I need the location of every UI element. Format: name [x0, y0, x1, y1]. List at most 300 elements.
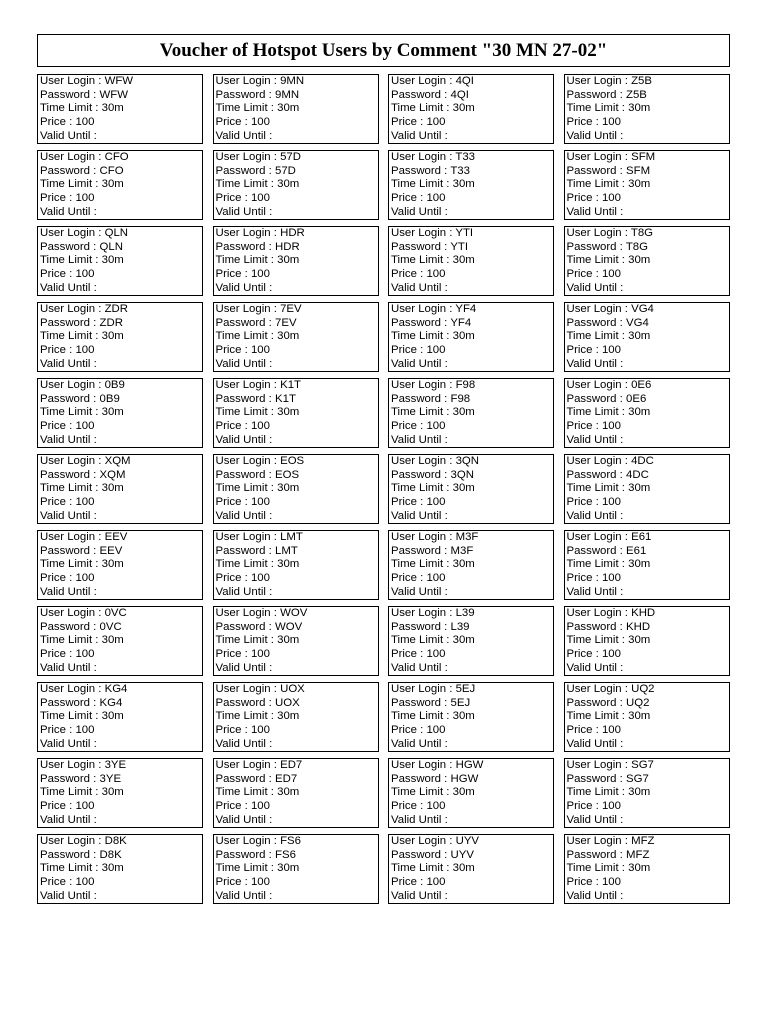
voucher-time-limit	[391, 862, 551, 876]
voucher-password-value: LMT	[275, 544, 298, 557]
voucher-card	[37, 682, 203, 752]
voucher-time-limit-label: Time Limit :	[391, 406, 453, 419]
voucher-password-label: Password :	[566, 772, 627, 785]
voucher-user-login-value: 0B9	[104, 379, 125, 391]
voucher-valid-until-label: Valid Until :	[215, 205, 273, 218]
voucher-time-limit-label: Time Limit :	[391, 482, 453, 495]
voucher-valid-until	[391, 130, 551, 144]
voucher-user-login	[391, 75, 551, 89]
voucher-time-limit-label: Time Limit :	[391, 330, 453, 343]
voucher-price-label: Price :	[566, 268, 602, 281]
voucher-user-login	[40, 759, 200, 773]
voucher-time-limit-label: Time Limit :	[40, 178, 102, 191]
voucher-price	[567, 876, 727, 890]
voucher-user-login	[567, 835, 727, 849]
voucher-time-limit	[40, 178, 200, 192]
voucher-password-label: Password :	[391, 544, 451, 557]
voucher-time-limit	[567, 634, 727, 648]
voucher-password	[40, 697, 200, 711]
voucher-price-value: 100	[426, 192, 446, 205]
voucher-password-value: E61	[626, 544, 647, 557]
voucher-valid-until-label: Valid Until :	[40, 129, 97, 142]
voucher-time-limit-value: 30m	[628, 102, 651, 115]
voucher-user-login-value: EEV	[104, 531, 128, 543]
voucher-price-value: 100	[250, 116, 270, 129]
voucher-user-login	[40, 683, 200, 697]
voucher-price	[391, 724, 551, 738]
voucher-password-label: Password :	[566, 240, 626, 253]
voucher-time-limit-label: Time Limit :	[40, 102, 102, 115]
voucher-user-login	[40, 379, 200, 393]
voucher-valid-until	[391, 890, 551, 904]
voucher-card	[388, 834, 554, 904]
voucher-card	[213, 226, 379, 296]
voucher-card	[37, 226, 203, 296]
voucher-valid-until-label: Valid Until :	[391, 585, 448, 598]
voucher-user-login-label: User Login :	[391, 75, 456, 87]
voucher-valid-until	[216, 510, 376, 524]
voucher-price-label: Price :	[566, 572, 602, 585]
voucher-user-login-label: User Login :	[40, 379, 105, 391]
voucher-user-login-label: User Login :	[40, 531, 105, 543]
voucher-time-limit-label: Time Limit :	[566, 558, 629, 571]
voucher-price-label: Price :	[215, 344, 251, 357]
voucher-password-value: ED7	[275, 772, 298, 785]
voucher-time-limit	[391, 102, 551, 116]
voucher-price	[391, 116, 551, 130]
voucher-time-limit-value: 30m	[101, 254, 124, 267]
voucher-price-label: Price :	[40, 876, 76, 889]
voucher-time-limit	[40, 862, 200, 876]
voucher-time-limit-value: 30m	[452, 558, 475, 571]
voucher-valid-until-label: Valid Until :	[566, 737, 624, 750]
voucher-user-login	[391, 303, 551, 317]
voucher-price-label: Price :	[391, 268, 427, 281]
voucher-time-limit-label: Time Limit :	[40, 634, 102, 647]
voucher-card	[37, 454, 203, 524]
voucher-time-limit-label: Time Limit :	[40, 482, 102, 495]
voucher-card	[564, 758, 730, 828]
voucher-valid-until-label: Valid Until :	[566, 281, 624, 294]
voucher-password-value: HDR	[275, 240, 300, 253]
voucher-password-label: Password :	[215, 772, 276, 785]
voucher-user-login	[567, 607, 727, 621]
voucher-valid-until-label: Valid Until :	[40, 813, 97, 826]
voucher-valid-until	[391, 738, 551, 752]
voucher-time-limit	[391, 406, 551, 420]
voucher-user-login-label: User Login :	[391, 531, 456, 543]
voucher-user-login-value: F98	[455, 379, 476, 391]
voucher-card	[213, 454, 379, 524]
voucher-password-value: UOX	[275, 696, 300, 709]
voucher-time-limit-label: Time Limit :	[391, 634, 453, 647]
voucher-user-login-value: M3F	[455, 531, 479, 543]
voucher-card	[213, 378, 379, 448]
voucher-password-value: CFO	[99, 164, 124, 177]
voucher-user-login	[216, 683, 376, 697]
voucher-time-limit-value: 30m	[628, 862, 651, 875]
voucher-card	[37, 606, 203, 676]
voucher-valid-until	[40, 662, 200, 676]
voucher-password	[567, 165, 727, 179]
voucher-valid-until-label: Valid Until :	[566, 585, 624, 598]
voucher-password-label: Password :	[215, 240, 276, 253]
voucher-price-value: 100	[75, 648, 95, 661]
voucher-price-label: Price :	[391, 420, 427, 433]
voucher-user-login	[216, 303, 376, 317]
voucher-card	[564, 530, 730, 600]
voucher-time-limit-value: 30m	[452, 254, 475, 267]
voucher-price	[216, 496, 376, 510]
voucher-card	[213, 834, 379, 904]
voucher-user-login	[391, 151, 551, 165]
voucher-time-limit	[216, 558, 376, 572]
voucher-user-login-label: User Login :	[391, 607, 456, 619]
voucher-price-label: Price :	[40, 420, 76, 433]
voucher-password-label: Password :	[215, 468, 276, 481]
voucher-time-limit-value: 30m	[452, 178, 475, 191]
voucher-time-limit-label: Time Limit :	[391, 710, 453, 723]
voucher-user-login	[40, 303, 200, 317]
voucher-user-login	[391, 379, 551, 393]
voucher-time-limit-value: 30m	[101, 558, 124, 571]
voucher-time-limit-label: Time Limit :	[215, 558, 278, 571]
voucher-time-limit-value: 30m	[101, 482, 124, 495]
voucher-user-login-label: User Login :	[391, 835, 456, 847]
voucher-price-value: 100	[426, 572, 446, 585]
voucher-user-login	[567, 455, 727, 469]
voucher-user-login-value: CFO	[104, 151, 129, 163]
voucher-time-limit-label: Time Limit :	[215, 330, 278, 343]
voucher-user-login-value: 57D	[280, 151, 301, 163]
page-title-box	[37, 34, 730, 67]
voucher-password	[391, 469, 551, 483]
voucher-time-limit	[216, 178, 376, 192]
voucher-price-value: 100	[75, 876, 95, 889]
voucher-user-login-label: User Login :	[566, 227, 631, 239]
voucher-price-label: Price :	[391, 876, 427, 889]
voucher-valid-until	[567, 434, 727, 448]
voucher-user-login	[216, 455, 376, 469]
voucher-valid-until-label: Valid Until :	[40, 661, 97, 674]
voucher-valid-until	[40, 890, 200, 904]
voucher-price	[391, 344, 551, 358]
voucher-user-login-value: L39	[455, 607, 475, 619]
voucher-valid-until-label: Valid Until :	[40, 509, 97, 522]
voucher-price	[567, 724, 727, 738]
voucher-card	[564, 834, 730, 904]
voucher-time-limit-value: 30m	[277, 178, 300, 191]
voucher-password	[391, 89, 551, 103]
voucher-password-label: Password :	[40, 468, 100, 481]
voucher-time-limit	[216, 786, 376, 800]
voucher-price-value: 100	[601, 116, 621, 129]
voucher-valid-until-label: Valid Until :	[566, 129, 624, 142]
voucher-price-value: 100	[250, 344, 270, 357]
voucher-user-login-label: User Login :	[566, 607, 632, 619]
voucher-time-limit	[216, 634, 376, 648]
voucher-user-login-value: KHD	[631, 607, 656, 619]
voucher-time-limit-value: 30m	[452, 710, 475, 723]
voucher-valid-until-label: Valid Until :	[40, 889, 97, 902]
voucher-password-label: Password :	[391, 772, 451, 785]
voucher-password	[216, 849, 376, 863]
voucher-password-value: Z5B	[626, 88, 647, 101]
voucher-user-login-value: 0E6	[631, 379, 652, 391]
voucher-price-label: Price :	[566, 192, 602, 205]
voucher-password-value: UQ2	[626, 696, 650, 709]
voucher-price-value: 100	[601, 420, 621, 433]
voucher-valid-until-label: Valid Until :	[391, 281, 448, 294]
voucher-valid-until	[40, 510, 200, 524]
voucher-price	[567, 268, 727, 282]
voucher-time-limit-label: Time Limit :	[566, 710, 629, 723]
voucher-password	[567, 89, 727, 103]
voucher-user-login-value: KG4	[104, 683, 128, 695]
voucher-price-value: 100	[75, 116, 95, 129]
voucher-time-limit-label: Time Limit :	[566, 330, 629, 343]
voucher-password-label: Password :	[40, 544, 100, 557]
voucher-valid-until	[216, 434, 376, 448]
voucher-password	[391, 241, 551, 255]
voucher-price	[391, 572, 551, 586]
voucher-card	[213, 530, 379, 600]
voucher-user-login-value: LMT	[280, 531, 303, 543]
voucher-price-label: Price :	[391, 344, 427, 357]
voucher-password	[391, 393, 551, 407]
voucher-password-label: Password :	[215, 392, 276, 405]
voucher-valid-until-label: Valid Until :	[40, 357, 97, 370]
voucher-user-login-label: User Login :	[566, 151, 632, 163]
voucher-user-login-value: K1T	[280, 379, 301, 391]
voucher-password-value: SG7	[626, 772, 649, 785]
voucher-price	[567, 648, 727, 662]
voucher-time-limit-value: 30m	[277, 102, 300, 115]
voucher-password-label: Password :	[40, 772, 100, 785]
voucher-valid-until-label: Valid Until :	[215, 813, 273, 826]
voucher-price-label: Price :	[215, 800, 251, 813]
voucher-user-login-label: User Login :	[566, 455, 632, 467]
voucher-time-limit-label: Time Limit :	[215, 178, 278, 191]
voucher-password-label: Password :	[391, 620, 451, 633]
voucher-password-label: Password :	[566, 544, 627, 557]
voucher-time-limit-value: 30m	[452, 862, 475, 875]
voucher-time-limit-value: 30m	[452, 102, 475, 115]
voucher-user-login	[216, 379, 376, 393]
voucher-valid-until	[216, 814, 376, 828]
voucher-password-label: Password :	[391, 696, 451, 709]
voucher-price-label: Price :	[215, 116, 251, 129]
voucher-user-login-value: 5EJ	[455, 683, 476, 695]
voucher-user-login	[216, 531, 376, 545]
voucher-password-label: Password :	[215, 848, 276, 861]
voucher-password-value: L39	[450, 620, 470, 633]
voucher-password	[391, 545, 551, 559]
voucher-user-login-value: UOX	[280, 683, 305, 695]
voucher-password	[567, 621, 727, 635]
voucher-price-label: Price :	[566, 420, 602, 433]
voucher-price	[567, 192, 727, 206]
voucher-price-value: 100	[250, 268, 270, 281]
voucher-time-limit-value: 30m	[277, 786, 300, 799]
voucher-user-login-label: User Login :	[215, 227, 281, 239]
voucher-time-limit-label: Time Limit :	[40, 862, 102, 875]
voucher-price-label: Price :	[566, 496, 602, 509]
voucher-user-login-value: UQ2	[631, 683, 655, 695]
voucher-user-login-value: ZDR	[104, 303, 129, 315]
voucher-price	[391, 876, 551, 890]
voucher-password-label: Password :	[566, 696, 627, 709]
voucher-valid-until	[40, 814, 200, 828]
voucher-user-login	[567, 151, 727, 165]
voucher-password-label: Password :	[566, 620, 627, 633]
voucher-user-login	[567, 379, 727, 393]
voucher-card	[37, 378, 203, 448]
voucher-card	[213, 758, 379, 828]
voucher-price-label: Price :	[566, 876, 602, 889]
voucher-user-login-value: T33	[455, 151, 476, 163]
voucher-time-limit-label: Time Limit :	[40, 406, 102, 419]
voucher-price-value: 100	[601, 344, 621, 357]
voucher-valid-until	[40, 130, 200, 144]
voucher-valid-until-label: Valid Until :	[566, 205, 624, 218]
voucher-valid-until-label: Valid Until :	[566, 433, 624, 446]
voucher-price	[391, 648, 551, 662]
voucher-time-limit-value: 30m	[101, 786, 124, 799]
voucher-valid-until	[40, 738, 200, 752]
voucher-price-label: Price :	[391, 572, 427, 585]
voucher-password-label: Password :	[566, 316, 627, 329]
voucher-user-login-label: User Login :	[40, 303, 105, 315]
voucher-time-limit-value: 30m	[277, 482, 300, 495]
voucher-price-label: Price :	[40, 572, 76, 585]
voucher-valid-until-label: Valid Until :	[215, 509, 273, 522]
voucher-password-value: WOV	[275, 620, 303, 633]
voucher-user-login	[40, 75, 200, 89]
voucher-time-limit-value: 30m	[101, 330, 124, 343]
voucher-password	[216, 393, 376, 407]
voucher-card	[37, 758, 203, 828]
voucher-password-label: Password :	[391, 316, 451, 329]
voucher-password-label: Password :	[40, 164, 100, 177]
voucher-time-limit-label: Time Limit :	[215, 102, 278, 115]
voucher-price-label: Price :	[215, 876, 251, 889]
voucher-password	[40, 469, 200, 483]
voucher-time-limit	[391, 178, 551, 192]
voucher-price-value: 100	[250, 420, 270, 433]
voucher-valid-until	[216, 206, 376, 220]
voucher-time-limit	[567, 178, 727, 192]
voucher-time-limit-value: 30m	[101, 862, 124, 875]
voucher-valid-until-label: Valid Until :	[391, 889, 448, 902]
voucher-user-login	[216, 227, 376, 241]
voucher-valid-until	[391, 586, 551, 600]
voucher-price-value: 100	[250, 876, 270, 889]
voucher-card	[388, 302, 554, 372]
voucher-user-login-value: EOS	[280, 455, 305, 467]
voucher-price-value: 100	[426, 116, 446, 129]
voucher-time-limit-value: 30m	[277, 330, 300, 343]
voucher-password-value: 5EJ	[450, 696, 471, 709]
voucher-password-label: Password :	[215, 316, 276, 329]
voucher-user-login-value: YF4	[455, 303, 477, 315]
voucher-password-value: WFW	[99, 88, 128, 101]
voucher-user-login	[216, 835, 376, 849]
voucher-price	[40, 420, 200, 434]
voucher-time-limit-label: Time Limit :	[566, 786, 629, 799]
voucher-price-label: Price :	[215, 496, 251, 509]
voucher-price	[40, 268, 200, 282]
voucher-valid-until-label: Valid Until :	[215, 281, 273, 294]
voucher-time-limit-value: 30m	[101, 634, 124, 647]
voucher-password	[40, 621, 200, 635]
voucher-time-limit	[567, 330, 727, 344]
voucher-user-login-value: ED7	[280, 759, 303, 771]
voucher-valid-until-label: Valid Until :	[566, 813, 624, 826]
voucher-time-limit-value: 30m	[277, 558, 300, 571]
voucher-time-limit-value: 30m	[628, 558, 651, 571]
voucher-valid-until-label: Valid Until :	[566, 889, 624, 902]
voucher-user-login	[391, 835, 551, 849]
voucher-time-limit-label: Time Limit :	[566, 102, 629, 115]
voucher-time-limit	[391, 634, 551, 648]
voucher-price-label: Price :	[566, 116, 602, 129]
voucher-password-value: SFM	[626, 164, 651, 177]
voucher-valid-until-label: Valid Until :	[215, 737, 273, 750]
voucher-time-limit-value: 30m	[277, 634, 300, 647]
voucher-price	[216, 192, 376, 206]
voucher-user-login-label: User Login :	[391, 227, 456, 239]
voucher-user-login-label: User Login :	[391, 455, 456, 467]
voucher-password-value: 57D	[275, 164, 296, 177]
voucher-valid-until	[391, 282, 551, 296]
voucher-price	[567, 800, 727, 814]
voucher-valid-until	[567, 662, 727, 676]
voucher-time-limit-label: Time Limit :	[391, 862, 453, 875]
voucher-password	[391, 621, 551, 635]
voucher-price-value: 100	[426, 496, 446, 509]
voucher-card	[213, 150, 379, 220]
voucher-time-limit	[216, 330, 376, 344]
voucher-price	[391, 496, 551, 510]
voucher-user-login-label: User Login :	[391, 303, 456, 315]
voucher-price-label: Price :	[391, 648, 427, 661]
voucher-password	[391, 697, 551, 711]
voucher-price-label: Price :	[215, 572, 251, 585]
voucher-user-login-value: QLN	[104, 227, 129, 239]
voucher-password-value: T33	[450, 164, 470, 177]
voucher-time-limit	[216, 102, 376, 116]
voucher-time-limit	[216, 254, 376, 268]
voucher-valid-until	[391, 206, 551, 220]
voucher-card	[564, 682, 730, 752]
voucher-password	[567, 545, 727, 559]
voucher-valid-until	[391, 434, 551, 448]
voucher-valid-until-label: Valid Until :	[40, 737, 97, 750]
voucher-time-limit-value: 30m	[628, 482, 651, 495]
voucher-password	[391, 317, 551, 331]
voucher-user-login-label: User Login :	[215, 303, 281, 315]
voucher-price-label: Price :	[40, 496, 76, 509]
voucher-price	[216, 800, 376, 814]
voucher-price	[216, 344, 376, 358]
voucher-password	[216, 89, 376, 103]
voucher-card	[37, 302, 203, 372]
voucher-user-login-label: User Login :	[40, 455, 105, 467]
voucher-password-value: KG4	[99, 696, 123, 709]
voucher-time-limit-label: Time Limit :	[215, 254, 278, 267]
voucher-user-login-label: User Login :	[391, 759, 456, 771]
